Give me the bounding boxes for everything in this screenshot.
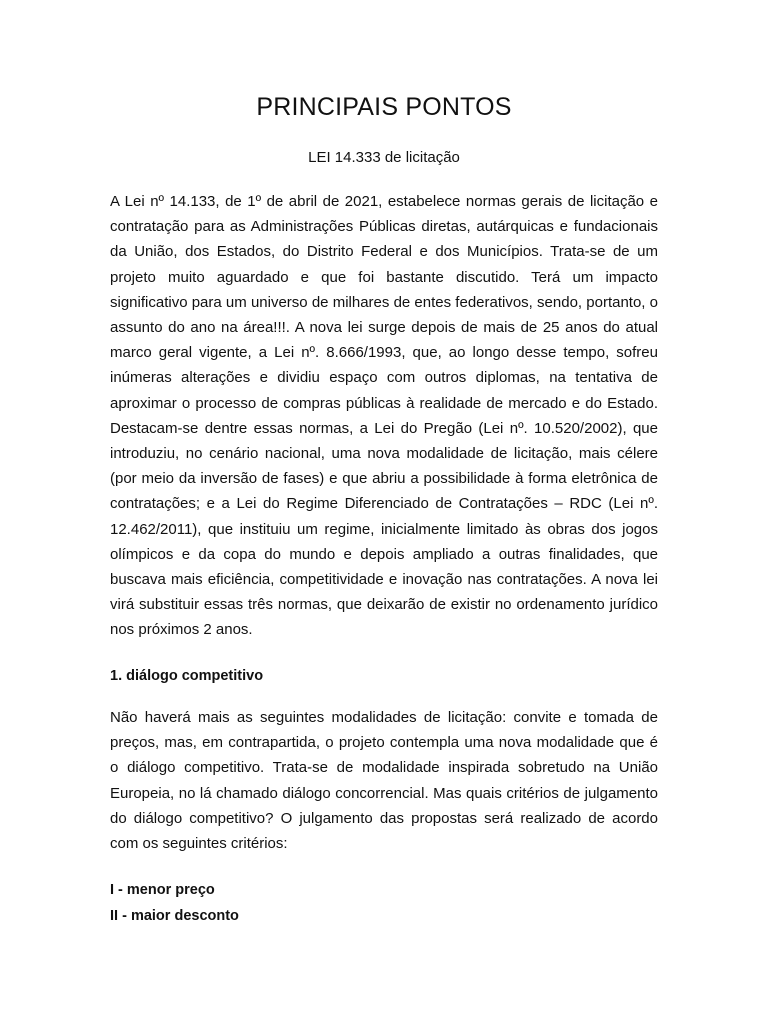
intro-paragraph: A Lei nº 14.133, de 1º de abril de 2021, estabelece normas gerais de licitação e contratação para as Administrações Públicas diretas, autárquicas e fundacionais da União, dos Estados, do Distrito Federal e dos Municípios. Trata-se de um projeto muito aguardado e que foi bastante discutido. Terá um impacto significativo para um universo de milhares de entes federativos, sendo, portanto, o assunto do ano na área!!!. A nova lei surge depois de mais de 25 anos do atual marco geral vigente, a Lei nº. 8.666/1993, que, ao longo desse tempo, sofreu inúmeras alterações e dividiu espaço com outros diplomas, na tentativa de aproximar o processo de compras públicas à realidade de mercado e do Estado. Destacam-se dentre essas normas, a Lei do Pregão (Lei nº. 10.520/2002), que introduziu, no cenário nacional, uma nova modalidade de licitação, mais célere (por meio da inversão de fases) e que abriu a possibilidade à forma eletrônica de contratações; e a Lei do Regime Diferenciado de Contratações – RDC (Lei nº. 12.462/2011), que instituiu um regime, inicialmente limitado às obras dos jogos olímpicos e da copa do mundo e depois ampliado a outras finalidades, que buscava mais eficiência, competitividade e inovação nas contratações. A nova lei virá substituir essas três normas, que deixarão de existir no ordenamento jurídico nos próximos 2 anos. xyxy=(110,193,658,639)
section-paragraph: Não haverá mais as seguintes modalidades de licitação: convite e tomada de preços, mas, em contrapartida, o projeto contempla uma nova modalidade que é o diálogo competitivo. Trata-se de modalidade inspirada sobretudo na União Europeia, no lá chamado diálogo concorrencial. Mas quais critérios de julgamento do diálogo competitivo? O julgamento das propostas será realizado de acordo com os seguintes critérios: xyxy=(110,709,658,853)
criteria-item: II - maior desconto xyxy=(110,908,239,924)
document-title: PRINCIPAIS PONTOS xyxy=(256,93,512,121)
criteria-item: I - menor preço xyxy=(110,882,215,898)
criteria-list xyxy=(110,877,658,929)
section-heading: 1. diálogo competitivo xyxy=(110,668,264,684)
document-subtitle: LEI 14.333 de licitação xyxy=(308,149,460,166)
